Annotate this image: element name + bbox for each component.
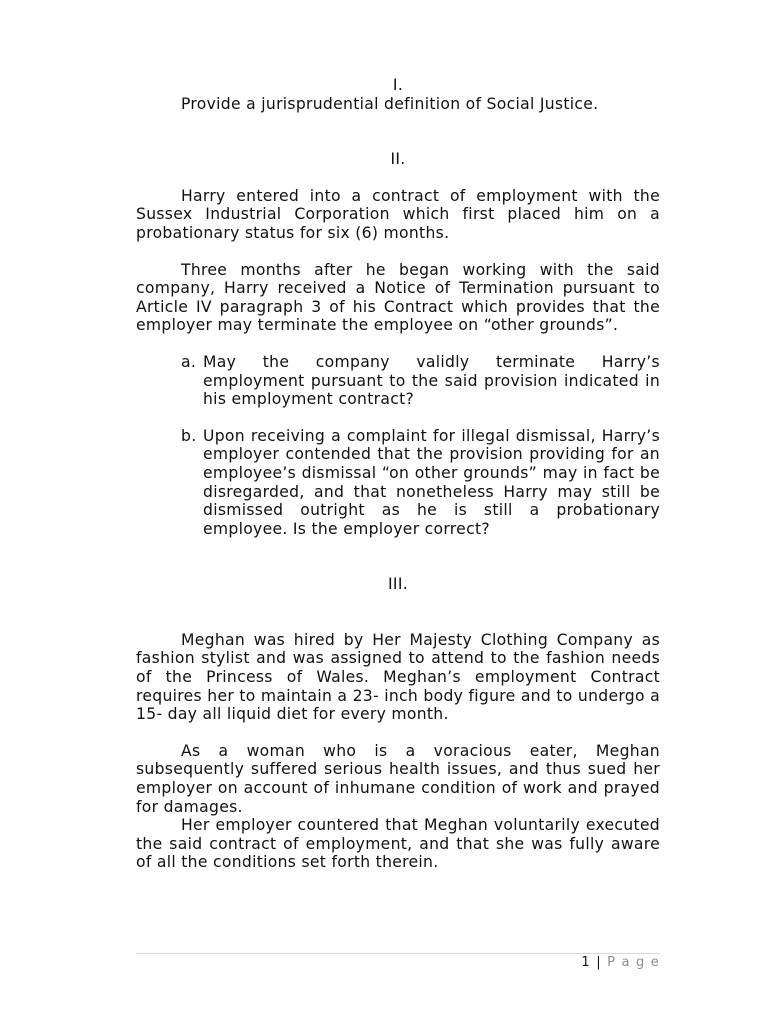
section-1-question: Provide a jurisprudential definition of Social Justice. bbox=[181, 94, 599, 113]
page-footer bbox=[581, 955, 660, 970]
section-2-paragraph-2: Three months after he began working with the said company, Harry received a Notice of Termination pursuant to Article IV paragraph 3 of his Contract which provides that the employer may terminate the employee on “other grounds”. bbox=[136, 260, 660, 335]
footer-separator: | bbox=[596, 955, 602, 970]
section-3-paragraph-3: Her employer countered that Meghan voluntarily executed the said contract of employment, and that she was fully aware of all the conditions set forth therein. bbox=[136, 816, 660, 872]
section-3-paragraph-2: As a woman who is a voracious eater, Meghan subsequently suffered serious health issues, and thus sued her employer on account of inhumane condition of work and prayed for damages. bbox=[136, 741, 660, 816]
question-b-marker: b. bbox=[181, 426, 197, 445]
question-b-text: Upon receiving a complaint for illegal dismissal, Harry’s employer contended that the provision providing for an employee’s dismissal “on other grounds” may in fact be disregarded, and that nonetheless Harry may still be dismissed outright as he is still a probationary employee. Is the employer correct? bbox=[203, 426, 660, 538]
question-a bbox=[181, 353, 660, 409]
footer-divider bbox=[136, 953, 660, 954]
question-b bbox=[181, 427, 660, 539]
question-a-text: May the company validly terminate Harry’s employment pursuant to the said provision indicated in his employment contract? bbox=[203, 352, 660, 409]
section-1-heading: I. bbox=[392, 76, 404, 94]
section-2-heading: II. bbox=[390, 150, 406, 169]
page-number: 1 bbox=[581, 955, 591, 970]
question-a-marker: a. bbox=[181, 352, 197, 371]
section-2-paragraph-1: Harry entered into a contract of employment with the Sussex Industrial Corporation which first placed him on a probationary status for six (6) months. bbox=[136, 186, 660, 242]
page-label: P a g e bbox=[607, 955, 660, 970]
page-content bbox=[136, 76, 660, 872]
section-3-heading: III. bbox=[388, 575, 408, 594]
section-3-paragraph-1: Meghan was hired by Her Majesty Clothing Company as fashion stylist and was assigned to attend to the fashion needs of the Princess of Wales. Meghan’s employment Contract requires her to maintain a 23- inch body figure and to undergo a 15- day all liquid diet for every month. bbox=[136, 630, 660, 724]
